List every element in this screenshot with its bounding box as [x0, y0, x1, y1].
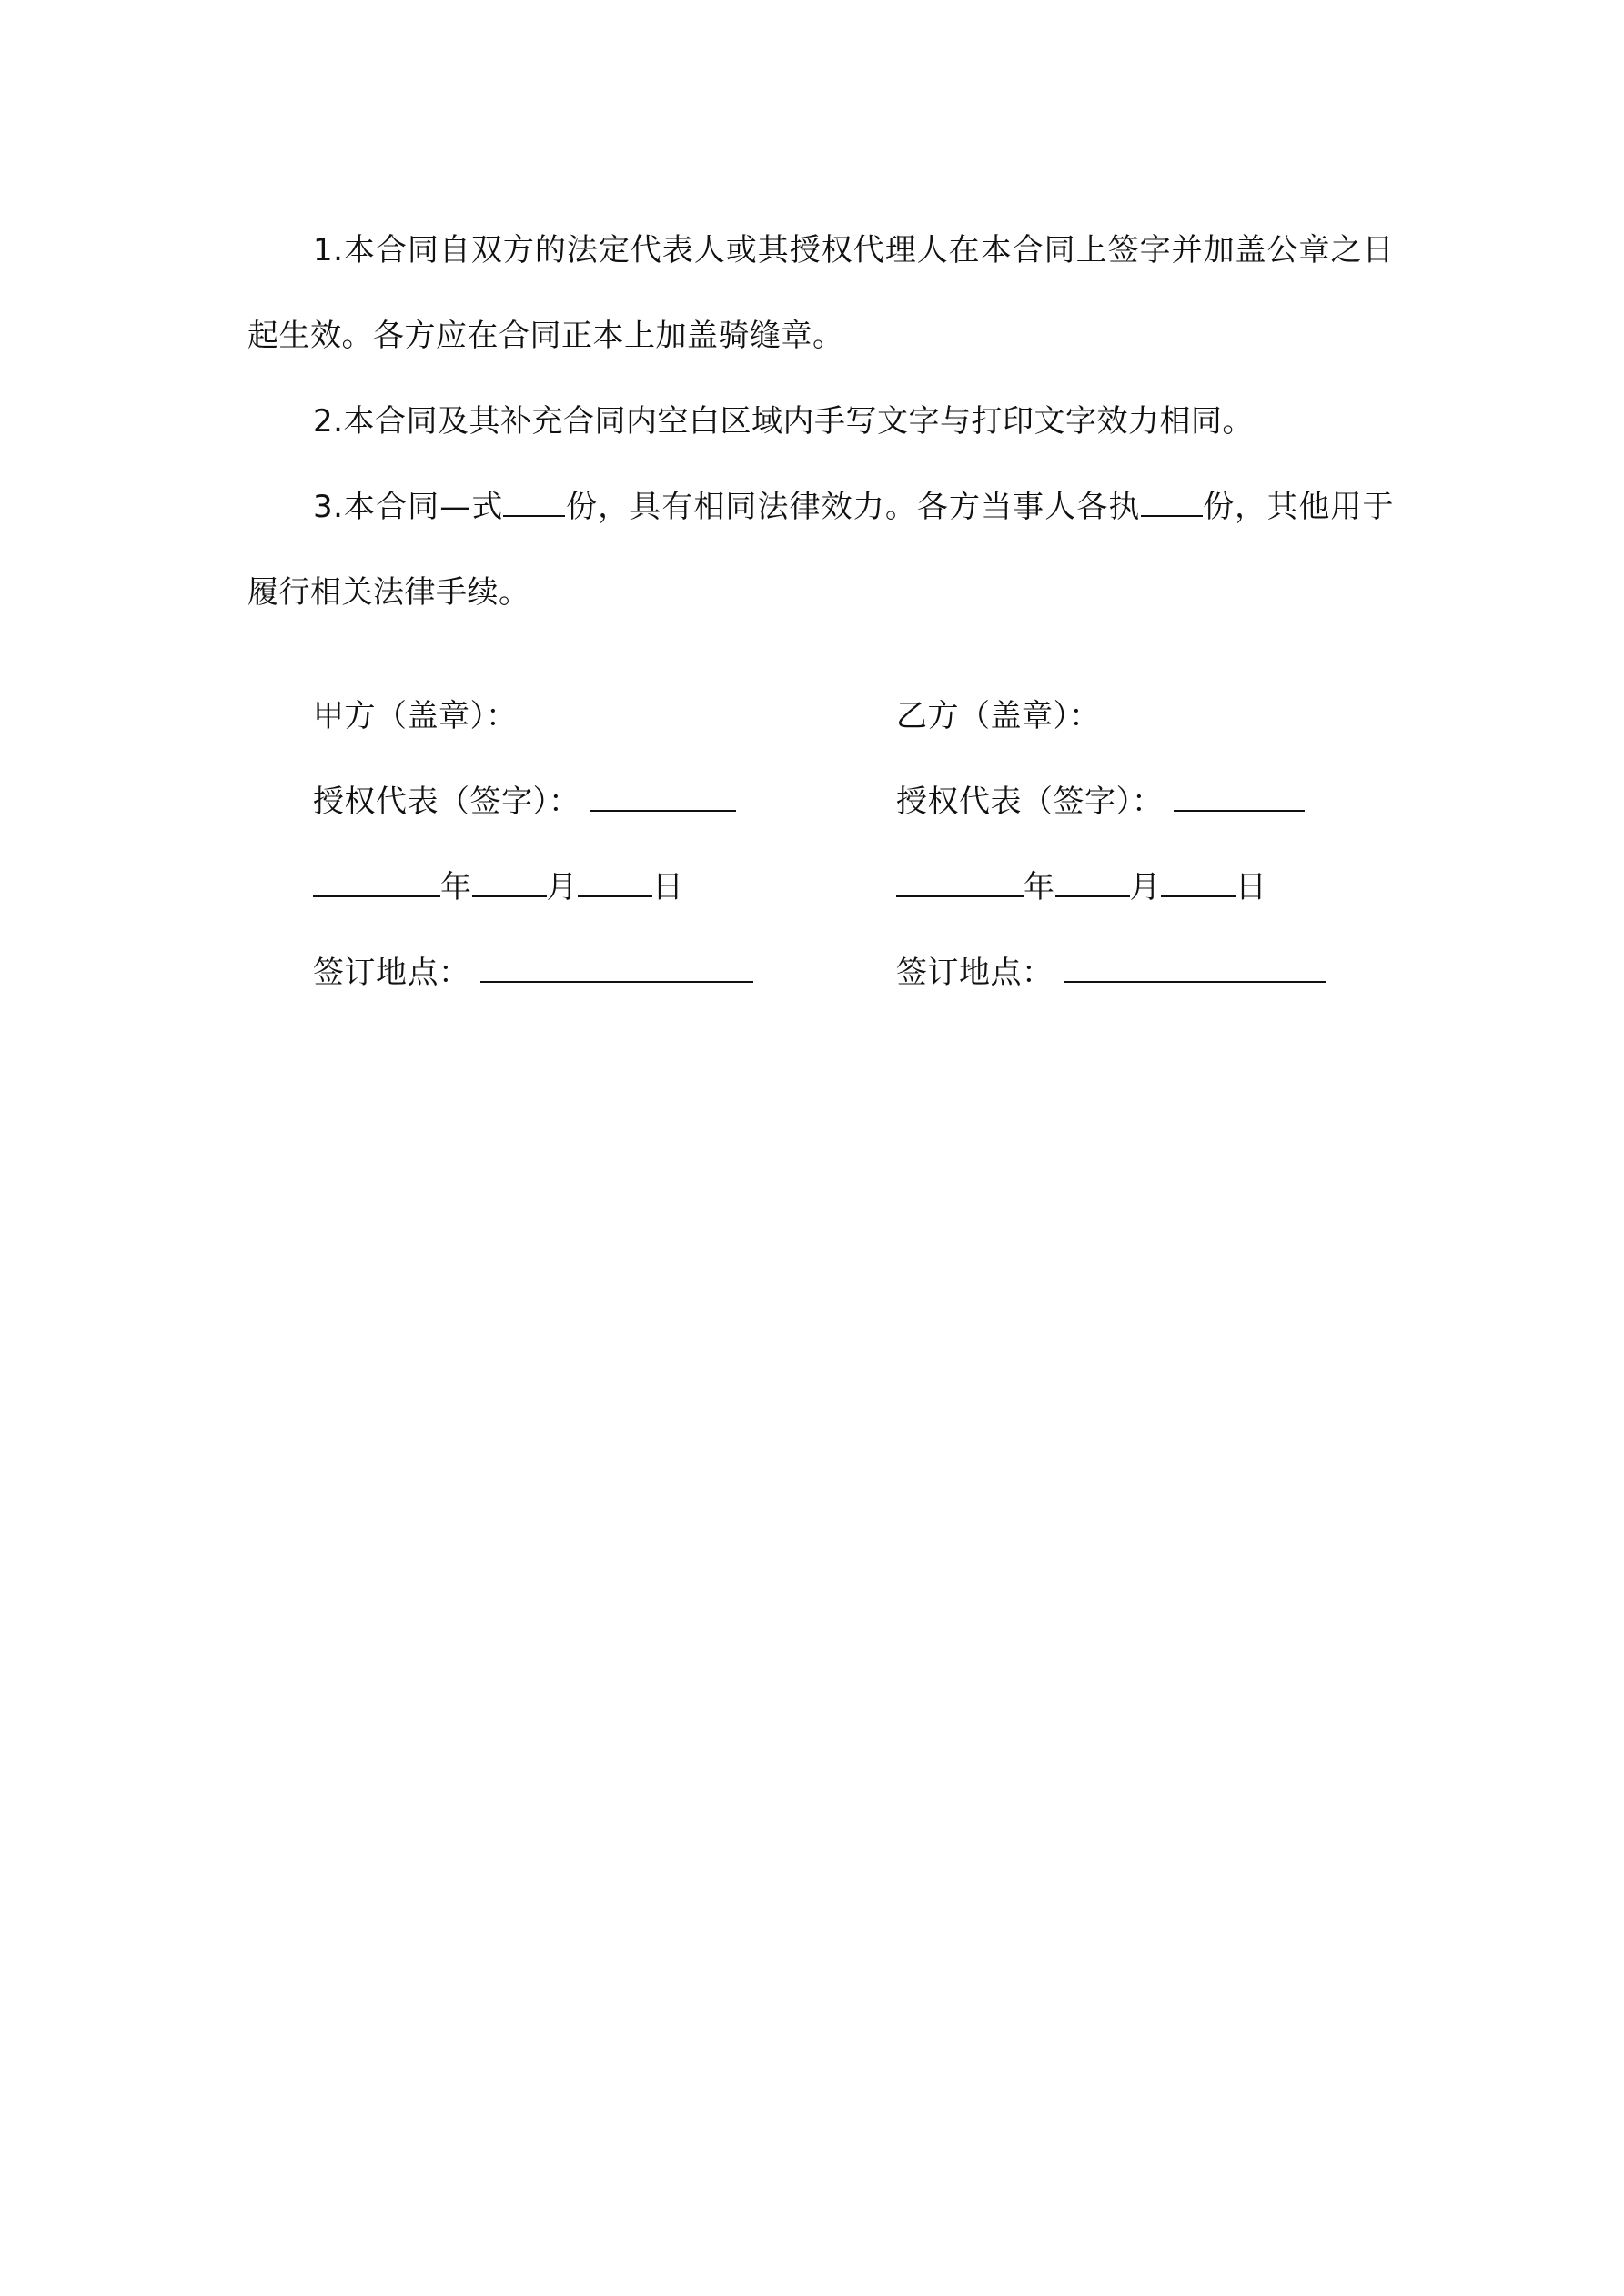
party-a-rep-blank [590, 783, 736, 812]
party-a-year-label: 年 [440, 869, 472, 905]
party-b-rep-line [896, 759, 1369, 845]
party-b-month-blank [1055, 868, 1130, 897]
clause-3 [247, 464, 1394, 635]
party-b-place-blank [1064, 954, 1326, 983]
party-b-seal-line [896, 673, 1369, 759]
clause-3-part1: 3.本合同—式 [313, 489, 504, 525]
party-a-place-line [313, 930, 786, 1016]
party-b-seal-label: 乙方（盖章）： [896, 698, 1101, 734]
party-b-signature-block [896, 673, 1369, 1016]
party-b-place-line [896, 930, 1369, 1016]
party-a-year-blank [313, 868, 440, 897]
party-a-signature-block [313, 673, 786, 1016]
party-b-year-label: 年 [1024, 869, 1055, 905]
party-a-seal-line [313, 673, 786, 759]
party-a-rep-line [313, 759, 786, 845]
party-b-rep-blank [1174, 783, 1305, 812]
party-a-seal-label: 甲方（盖章）： [313, 698, 518, 734]
party-b-day-blank [1161, 868, 1236, 897]
party-b-rep-label: 授权代表（签字）： [896, 784, 1164, 820]
party-b-month-label: 月 [1129, 869, 1161, 905]
party-b-day-label: 日 [1236, 869, 1267, 905]
copies-total-blank [503, 488, 565, 517]
party-a-date-line [313, 845, 786, 930]
copies-each-blank [1141, 488, 1203, 517]
party-a-day-blank [578, 868, 652, 897]
contract-clauses [247, 207, 1394, 635]
party-a-day-label: 日 [652, 869, 684, 905]
party-a-place-blank [480, 954, 753, 983]
party-a-month-label: 月 [546, 869, 578, 905]
party-a-place-label: 签订地点： [313, 955, 470, 991]
party-a-month-blank [472, 868, 547, 897]
party-b-date-line [896, 845, 1369, 930]
party-b-place-label: 签订地点： [896, 955, 1054, 991]
party-b-year-blank [896, 868, 1024, 897]
clause-3-part3: 份，其他用于履行相关法律手续。 [247, 489, 1394, 611]
clause-2: 2.本合同及其补充合同内空白区域内手写文字与打印文字效力相同。 [313, 403, 1254, 440]
clause-1: 1.本合同自双方的法定代表人或其授权代理人在本合同上签字并加盖公章之日起生效。各方应在合同正本上加盖骑缝章。 [247, 232, 1394, 354]
party-a-rep-label: 授权代表（签字）： [313, 784, 580, 820]
clause-3-part2: 份，具有相同法律效力。各方当事人各执 [565, 489, 1141, 525]
